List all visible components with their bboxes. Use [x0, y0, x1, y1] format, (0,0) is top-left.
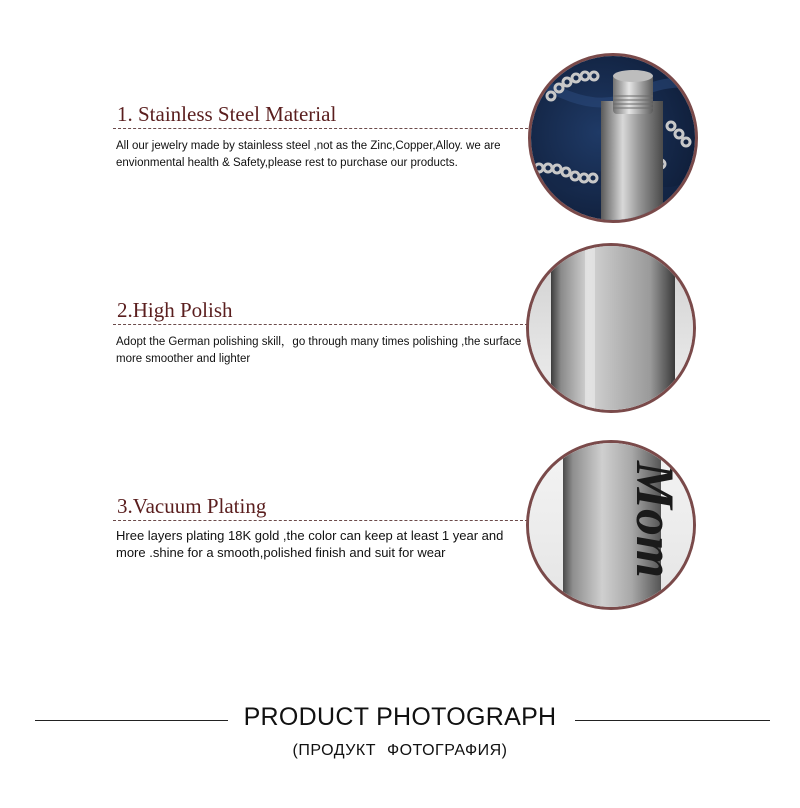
feature-divider: [113, 520, 528, 521]
feature-description: Adopt the German polishing skill，go through many times polishing ,the surface more smoother and lighter: [116, 336, 522, 365]
footer-title: PRODUCT PHOTOGRAPH: [243, 703, 557, 731]
feature-title: 2.High Polish: [117, 298, 233, 322]
vacuum-plating-photo: [526, 440, 696, 610]
feature-title: 3.Vacuum Plating: [117, 494, 267, 518]
feature-description: Hree layers plating 18K gold ,the color can keep at least 1 year and more .shine for a smooth,polished finish and suit for wear: [116, 528, 504, 560]
high-polish-photo: [526, 243, 696, 413]
feature-title: 1. Stainless Steel Material: [117, 102, 337, 126]
engraving-text: Mom: [625, 461, 685, 579]
feature-divider: [113, 324, 528, 325]
feature-description: All our jewelry made by stainless steel ,not as the Zinc,Copper,Alloy. we are envionmental health & Safety,please rest to purchase our products.: [116, 140, 501, 169]
stainless-steel-photo: [528, 53, 698, 223]
footer-subtitle: (ПРОДУКТ ФОТОГРАФИЯ): [292, 742, 508, 759]
feature-divider: [113, 128, 528, 129]
